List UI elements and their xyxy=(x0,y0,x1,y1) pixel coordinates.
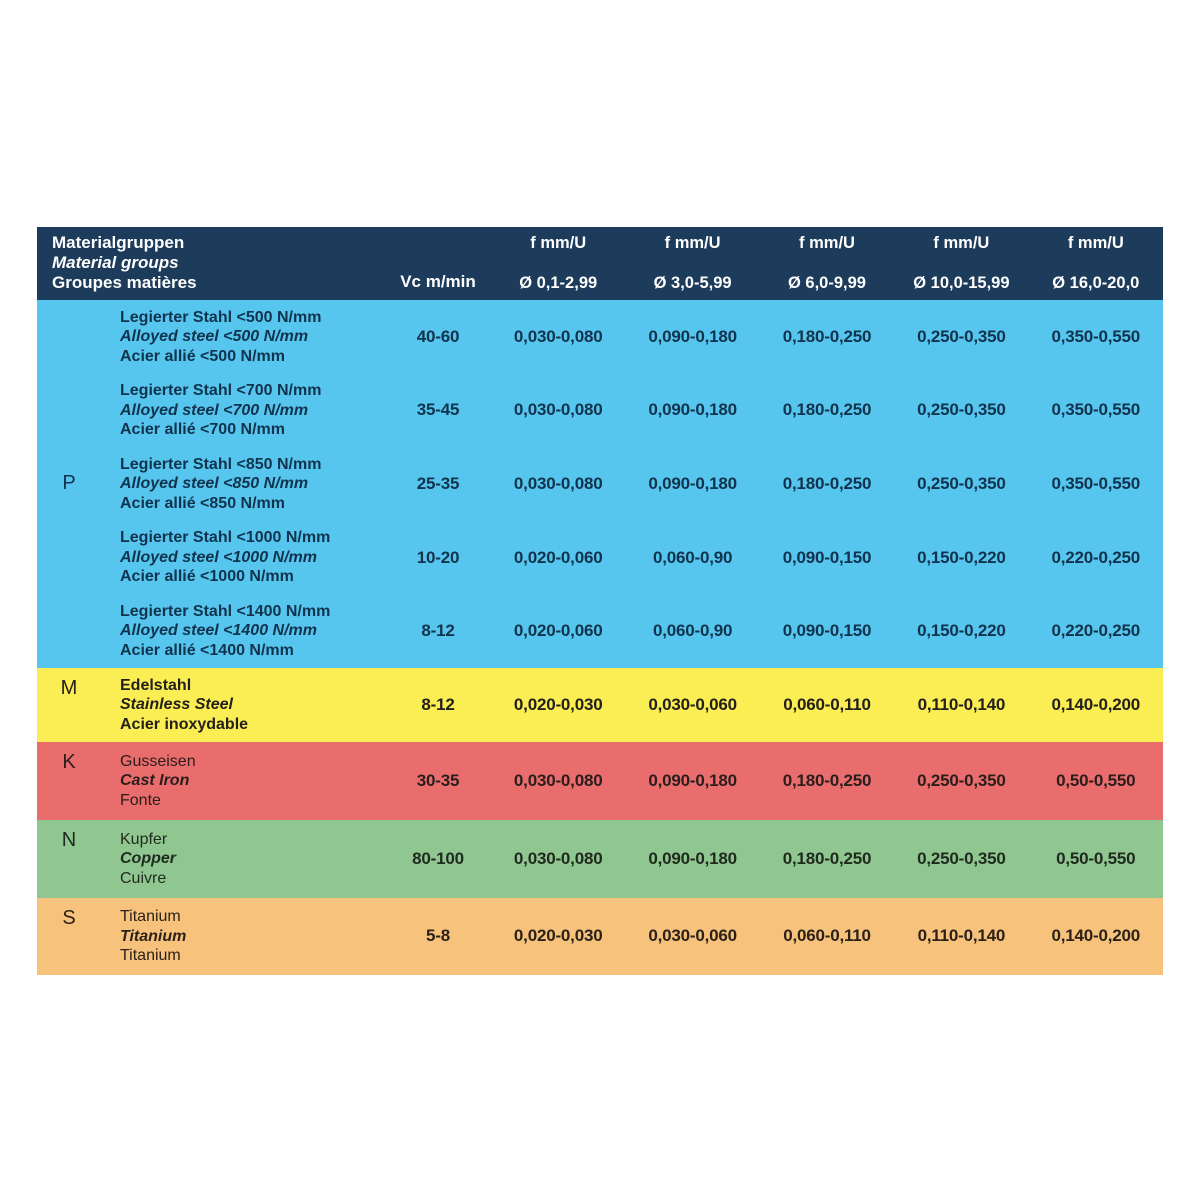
group-N xyxy=(37,820,1163,898)
f-value: 0,220-0,250 xyxy=(1051,547,1141,567)
f-value: 0,020-0,060 xyxy=(513,621,603,641)
material-name-fr: Titanium xyxy=(120,947,181,965)
f-value: 0,030-0,080 xyxy=(513,326,603,346)
group-letter-N: N xyxy=(61,828,77,851)
material-name-en: Alloyed steel <1400 N/mm xyxy=(120,622,317,640)
f-value: 0,060-0,110 xyxy=(783,694,871,714)
material-name-fr: Acier inoxydable xyxy=(120,715,249,733)
material-name-fr: Acier allié <850 N/mm xyxy=(120,494,285,512)
material-name-de: Legierter Stahl <1400 N/mm xyxy=(120,602,331,620)
f-value: 0,090-0,180 xyxy=(648,473,737,493)
f-column-header-3 xyxy=(760,227,894,300)
group-S xyxy=(37,898,1163,975)
f-value: 0,020-0,060 xyxy=(513,547,603,567)
header-title-de: Materialgruppen xyxy=(52,233,185,252)
material-name-de: Gusseisen xyxy=(120,752,196,770)
f-unit-label: f mm/U xyxy=(799,234,855,252)
diameter-range-label: Ø 16,0-20,0 xyxy=(1052,274,1140,292)
material-name xyxy=(117,668,385,742)
f-value: 0,180-0,250 xyxy=(782,400,872,420)
material-name-en: Alloyed steel <850 N/mm xyxy=(120,475,309,493)
f-value: 0,50-0,550 xyxy=(1056,770,1136,790)
f-value: 0,030-0,080 xyxy=(513,400,603,420)
diameter-range-label: Ø 0,1-2,99 xyxy=(519,274,598,292)
material-name-en: Copper xyxy=(120,850,176,868)
material-name-de: Legierter Stahl <850 N/mm xyxy=(120,455,322,473)
table-header xyxy=(37,227,1163,300)
vc-value: 80-100 xyxy=(412,848,464,868)
f-value: 0,350-0,550 xyxy=(1051,326,1141,346)
f-column-header-5 xyxy=(1029,227,1163,300)
f-value: 0,030-0,080 xyxy=(513,848,603,868)
material-name xyxy=(117,742,385,820)
f-value: 0,140-0,200 xyxy=(1051,926,1141,946)
f-value: 0,020-0,030 xyxy=(513,926,603,946)
f-value: 0,180-0,250 xyxy=(782,473,872,493)
f-value: 0,50-0,550 xyxy=(1056,848,1136,868)
material-row-steel-1000 xyxy=(117,521,1163,595)
f-column-header-4 xyxy=(894,227,1028,300)
f-value: 0,030-0,060 xyxy=(648,926,737,946)
f-value: 0,110-0,140 xyxy=(917,926,1006,946)
f-unit-label: f mm/U xyxy=(664,234,721,252)
group-P-rows xyxy=(117,300,1163,668)
f-value: 0,150-0,220 xyxy=(917,547,1006,567)
f-value: 0,180-0,250 xyxy=(782,848,872,868)
f-value: 0,030-0,060 xyxy=(648,694,737,714)
f-value: 0,060-0,110 xyxy=(783,926,871,946)
f-value: 0,020-0,030 xyxy=(513,694,603,714)
material-name xyxy=(117,447,385,521)
f-column-header-1 xyxy=(491,227,625,300)
group-letter-K: K xyxy=(62,750,76,773)
material-row-steel-700 xyxy=(117,374,1163,448)
f-value: 0,350-0,550 xyxy=(1051,400,1141,420)
f-value: 0,140-0,200 xyxy=(1051,694,1141,714)
f-value: 0,250-0,350 xyxy=(917,326,1006,346)
vc-value: 25-35 xyxy=(416,473,460,493)
material-name-fr: Acier allié <1000 N/mm xyxy=(120,568,294,586)
vc-value: 10-20 xyxy=(416,547,460,567)
group-K xyxy=(37,742,1163,820)
diameter-range-label: Ø 6,0-9,99 xyxy=(788,274,866,292)
material-row-steel-850 xyxy=(117,447,1163,521)
f-value: 0,180-0,250 xyxy=(782,770,872,790)
material-row-copper xyxy=(117,820,1163,898)
header-title-en: Material groups xyxy=(52,253,179,272)
material-name xyxy=(117,521,385,595)
material-name-fr: Cuivre xyxy=(120,869,167,887)
f-value: 0,110-0,140 xyxy=(917,694,1006,714)
f-unit-label: f mm/U xyxy=(933,234,990,252)
material-name xyxy=(117,820,385,898)
group-N-rows xyxy=(117,820,1163,898)
material-name-en: Alloyed steel <1000 N/mm xyxy=(120,548,317,566)
material-name-fr: Fonte xyxy=(120,791,161,809)
f-value: 0,250-0,350 xyxy=(917,473,1006,493)
material-name-fr: Acier allié <500 N/mm xyxy=(120,347,285,365)
vc-value: 8-12 xyxy=(421,694,455,714)
group-letter-S: S xyxy=(62,906,76,929)
material-name xyxy=(117,594,385,668)
f-unit-label: f mm/U xyxy=(1067,234,1124,252)
material-name-en: Stainless Steel xyxy=(120,696,233,714)
material-name-en: Cast Iron xyxy=(120,772,190,790)
diameter-range-label: Ø 10,0-15,99 xyxy=(913,274,1010,292)
f-value: 0,350-0,550 xyxy=(1051,473,1141,493)
material-row-cast-iron xyxy=(117,742,1163,820)
f-value: 0,090-0,180 xyxy=(648,848,737,868)
material-name-de: Edelstahl xyxy=(120,676,192,694)
diameter-range-label: Ø 3,0-5,99 xyxy=(653,274,732,292)
material-name-fr: Acier allié <1400 N/mm xyxy=(120,641,294,659)
material-row-stainless xyxy=(117,668,1163,742)
f-column-header-2 xyxy=(625,227,759,300)
f-value: 0,030-0,080 xyxy=(513,770,603,790)
group-letter-P: P xyxy=(62,472,76,495)
header-title xyxy=(37,227,385,300)
group-M-rows xyxy=(117,668,1163,742)
material-name-de: Legierter Stahl <700 N/mm xyxy=(120,382,322,400)
group-S-rows xyxy=(117,898,1163,975)
material-name-en: Titanium xyxy=(120,927,187,945)
material-row-steel-1400 xyxy=(117,594,1163,668)
material-row-titanium xyxy=(117,898,1163,975)
f-value: 0,060-0,90 xyxy=(652,621,733,641)
f-value: 0,090-0,180 xyxy=(648,326,737,346)
material-name xyxy=(117,374,385,448)
materials-table xyxy=(37,227,1163,975)
material-name-de: Titanium xyxy=(120,908,181,926)
vc-column-header: Vc m/min xyxy=(400,272,476,291)
group-M xyxy=(37,668,1163,742)
vc-value: 8-12 xyxy=(421,621,455,641)
vc-value: 35-45 xyxy=(416,400,460,420)
group-P xyxy=(37,300,1163,668)
f-value: 0,250-0,350 xyxy=(917,400,1006,420)
f-value: 0,090-0,150 xyxy=(782,621,872,641)
material-name xyxy=(117,898,385,975)
vc-value: 40-60 xyxy=(416,326,460,346)
vc-value: 5-8 xyxy=(426,926,450,946)
f-value: 0,150-0,220 xyxy=(917,621,1006,641)
material-name-en: Alloyed steel <500 N/mm xyxy=(120,328,309,346)
material-name-de: Legierter Stahl <500 N/mm xyxy=(120,308,322,326)
f-value: 0,030-0,080 xyxy=(513,473,603,493)
f-unit-label: f mm/U xyxy=(530,234,587,252)
group-letter-M: M xyxy=(60,676,78,699)
f-value: 0,090-0,180 xyxy=(648,770,737,790)
material-name-fr: Acier allié <700 N/mm xyxy=(120,421,285,439)
f-value: 0,180-0,250 xyxy=(782,326,872,346)
f-value: 0,090-0,150 xyxy=(782,547,872,567)
material-row-steel-500 xyxy=(117,300,1163,374)
f-value: 0,250-0,350 xyxy=(917,848,1006,868)
f-value: 0,090-0,180 xyxy=(648,400,737,420)
material-name-en: Alloyed steel <700 N/mm xyxy=(120,401,309,419)
f-value: 0,060-0,90 xyxy=(652,547,733,567)
f-value: 0,220-0,250 xyxy=(1051,621,1141,641)
material-name-de: Kupfer xyxy=(120,830,168,848)
material-name xyxy=(117,300,385,374)
vc-value: 30-35 xyxy=(416,770,460,790)
group-K-rows xyxy=(117,742,1163,820)
header-title-fr: Groupes matières xyxy=(52,273,197,292)
material-name-de: Legierter Stahl <1000 N/mm xyxy=(120,529,331,547)
f-value: 0,250-0,350 xyxy=(917,770,1006,790)
